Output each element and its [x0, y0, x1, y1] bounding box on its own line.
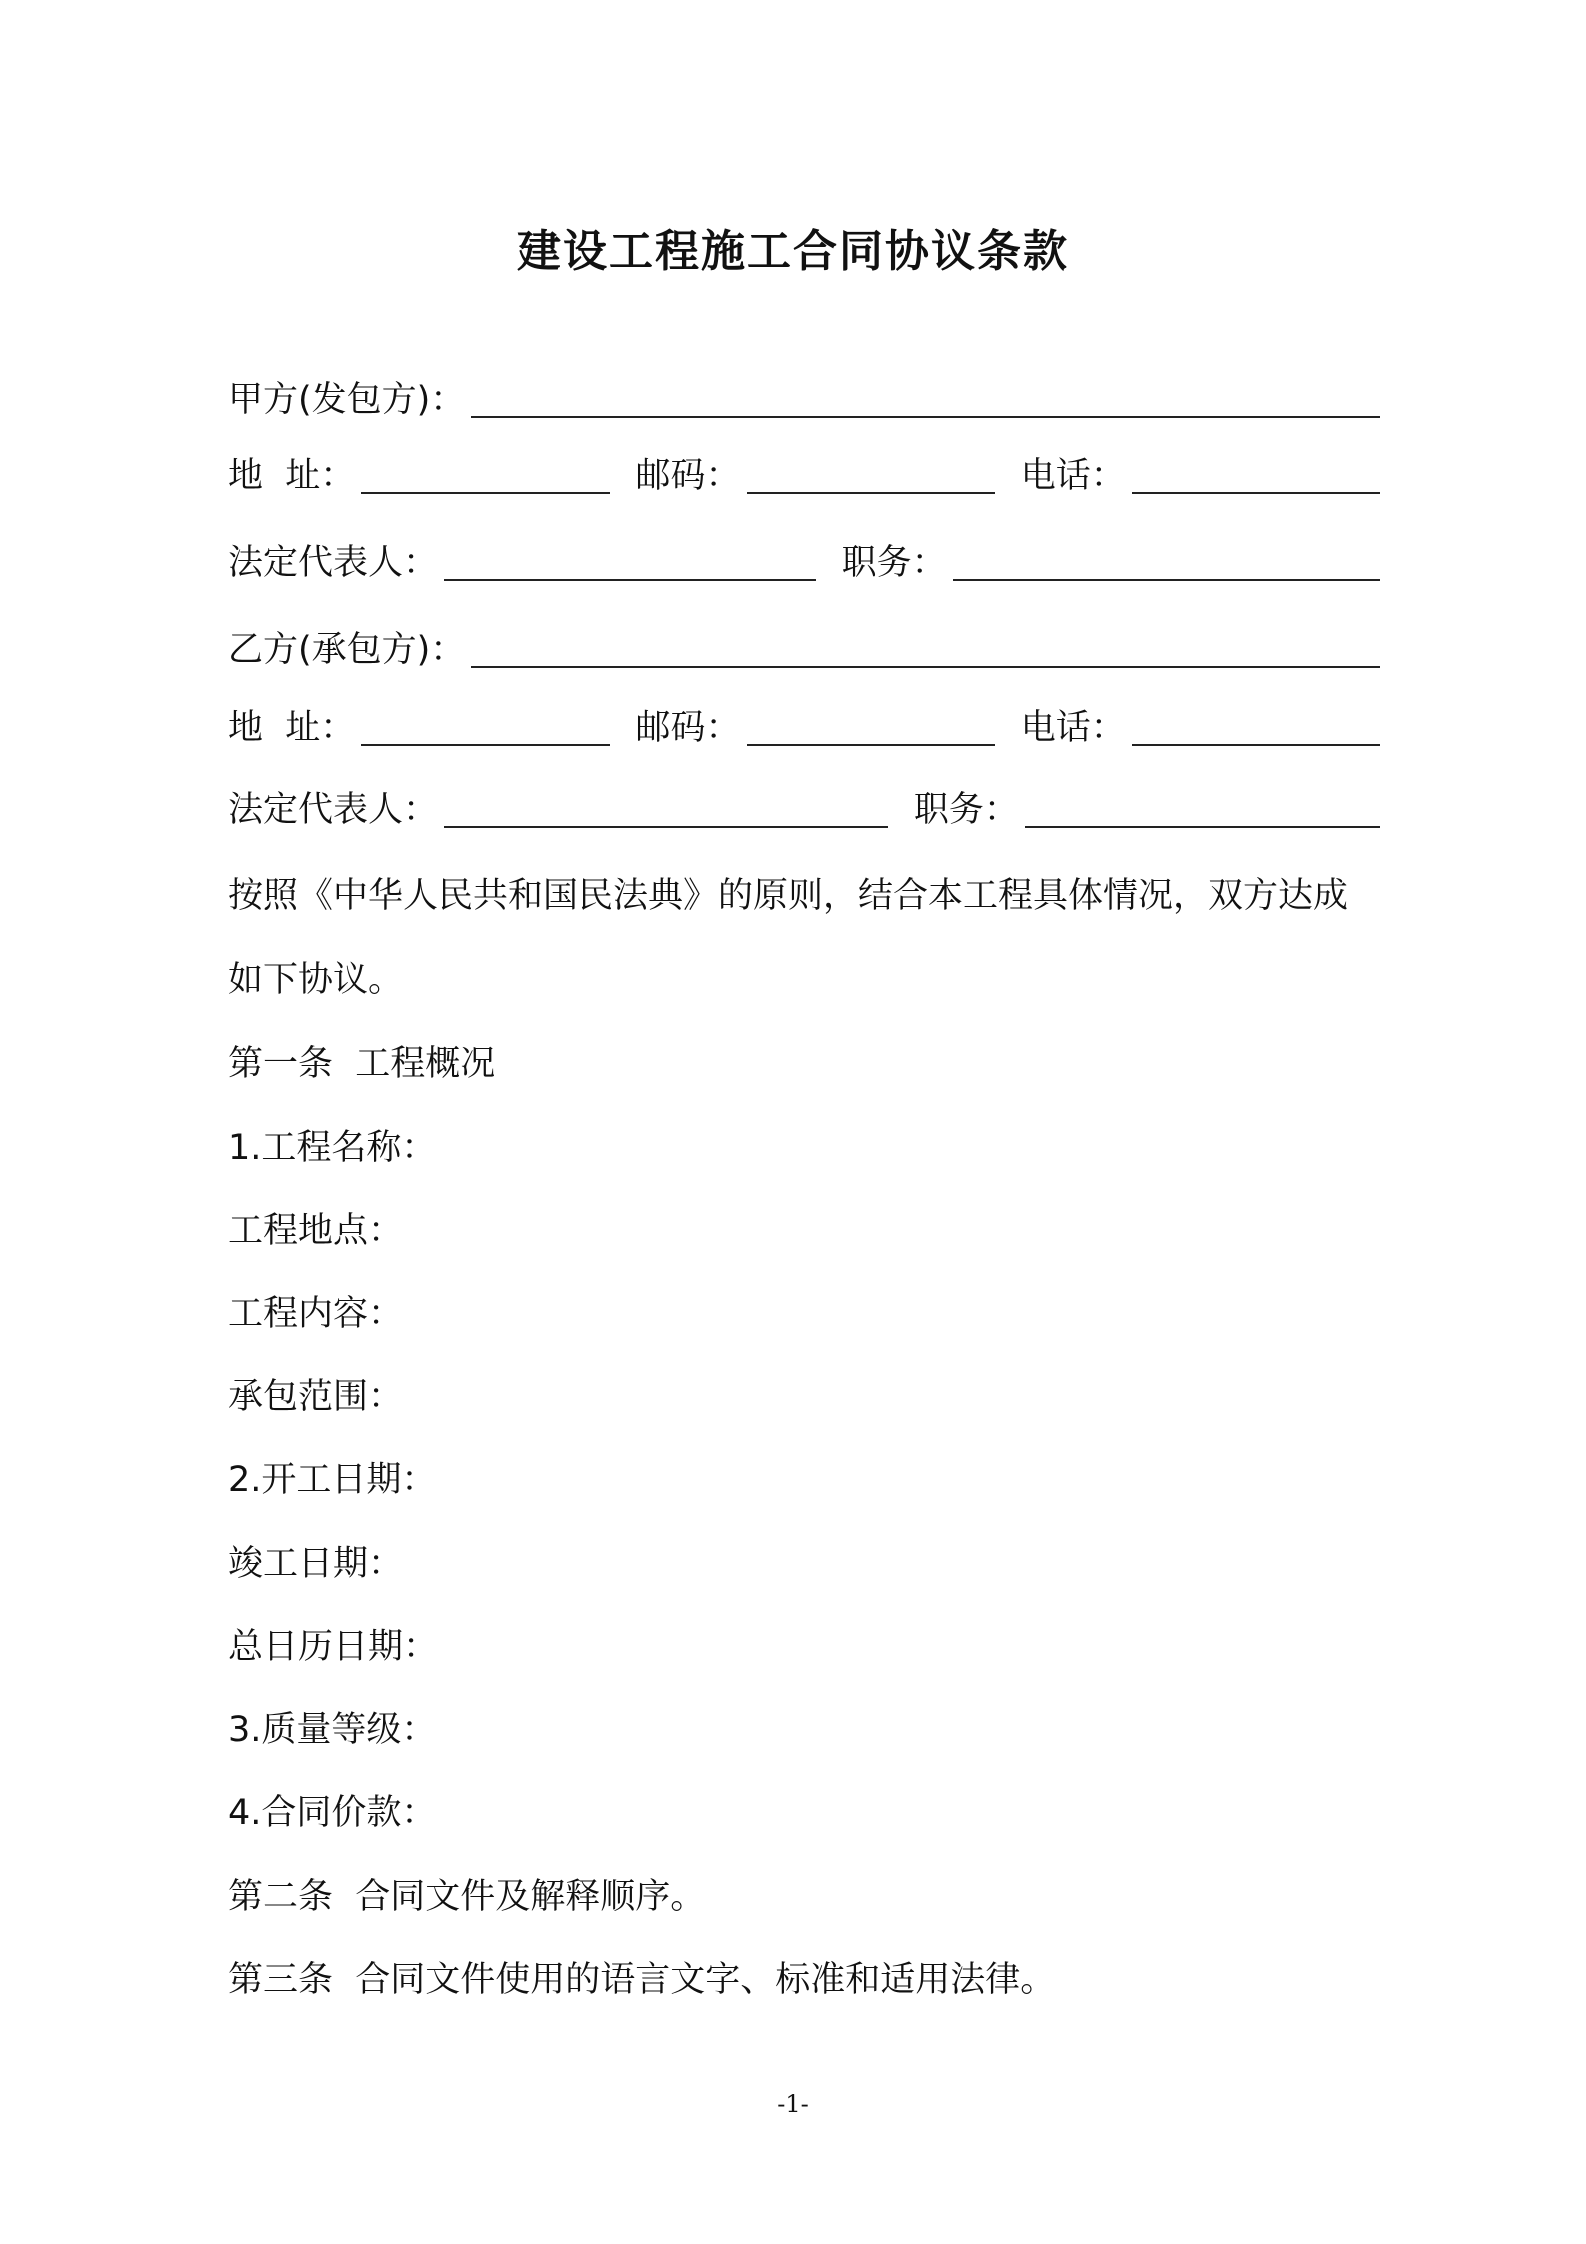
party-a-phone-label: 电话：	[1020, 456, 1126, 496]
article-1-heading: 第一条 工程概况	[228, 1044, 496, 1084]
party-b-address-label: 地 址：	[228, 708, 356, 748]
party-a-rep-label: 法定代表人：	[228, 543, 439, 583]
item-completion-date: 竣工日期：	[228, 1544, 404, 1584]
party-b-phone-label: 电话：	[1020, 708, 1126, 748]
item-project-location: 工程地点：	[228, 1211, 404, 1251]
party-a-rep-blank	[444, 547, 816, 581]
party-b-phone-blank	[1132, 712, 1380, 746]
article-2: 第二条 合同文件及解释顺序。	[228, 1877, 706, 1917]
party-b-postcode-blank	[747, 712, 995, 746]
party-b-address-blank	[361, 712, 609, 746]
item-start-date: 2.开工日期：	[228, 1460, 437, 1500]
party-b-rep-label: 法定代表人：	[228, 790, 439, 830]
party-b-position-blank	[1025, 794, 1380, 828]
party-b-position-label: 职务：	[913, 790, 1019, 830]
item-quality-grade: 3.质量等级：	[228, 1710, 437, 1750]
party-a-position-blank	[953, 547, 1380, 581]
party-b-row	[228, 622, 1386, 672]
party-b-rep-blank	[444, 794, 888, 828]
item-contract-price: 4.合同价款：	[228, 1793, 437, 1833]
party-a-phone-blank	[1132, 460, 1380, 494]
party-a-contact-row	[228, 448, 1386, 498]
item-project-name: 1.工程名称：	[228, 1128, 437, 1168]
item-contract-scope: 承包范围：	[228, 1377, 404, 1417]
party-a-postcode-label: 邮码：	[635, 456, 741, 496]
item-total-days: 总日历日期：	[228, 1627, 439, 1667]
party-a-address-blank	[361, 460, 609, 494]
party-a-postcode-blank	[747, 460, 995, 494]
party-a-label: 甲方(发包方)：	[228, 380, 466, 420]
page-number: -1-	[777, 2090, 809, 2118]
intro-line-1: 按照《中华人民共和国民法典》的原则，结合本工程具体情况，双方达成	[228, 876, 1349, 916]
item-project-content: 工程内容：	[228, 1294, 404, 1334]
party-b-postcode-label: 邮码：	[635, 708, 741, 748]
party-a-blank	[471, 384, 1380, 418]
party-b-label: 乙方(承包方)：	[228, 630, 466, 670]
article-3: 第三条 合同文件使用的语言文字、标准和适用法律。	[228, 1960, 1056, 2000]
party-a-position-label: 职务：	[841, 543, 947, 583]
party-a-row	[228, 372, 1386, 422]
party-b-contact-row	[228, 700, 1386, 750]
intro-line-2: 如下协议。	[228, 960, 404, 1000]
document-title: 建设工程施工合同协议条款	[517, 226, 1069, 277]
party-a-address-label: 地 址：	[228, 456, 356, 496]
party-b-blank	[471, 634, 1380, 668]
party-a-rep-row	[228, 535, 1386, 585]
party-b-rep-row	[228, 782, 1386, 832]
